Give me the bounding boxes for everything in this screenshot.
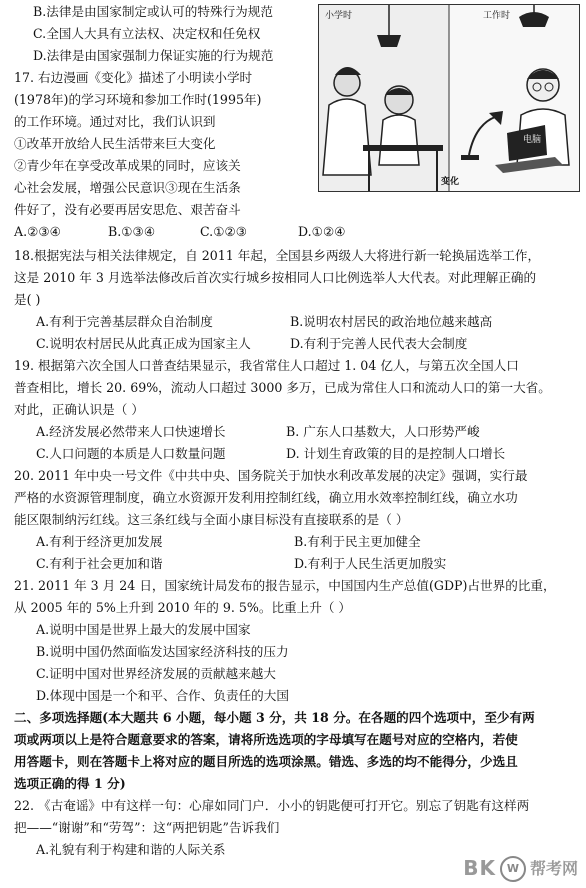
q20-option-b: B.有利于民主更加健全 bbox=[294, 534, 421, 549]
cartoon-change bbox=[318, 4, 580, 192]
cartoon-illustration bbox=[319, 5, 579, 191]
q20-stem-line1: 20. 2011 年中央一号文件《中共中央、国务院关于加快水利改革发展的决定》强调，实行最 bbox=[14, 468, 528, 483]
q17-stem-line6: 心社会发展，增强公民意识③现在生活条 bbox=[14, 180, 241, 195]
section2-header-line2: 项或两项以上是符合题意要求的答案，请将所选选项的字母填写在题号对应的空格内，若使 bbox=[14, 732, 518, 747]
q18-stem-line3: 是( ) bbox=[14, 292, 41, 307]
q18-stem-line2: 这是 2010 年 3 月选举法修改后首次实行城乡按相同人口比例选举人大代表。对此理解正确的 bbox=[14, 270, 537, 285]
q18-option-c: C.说明农村居民从此真正成为国家主人 bbox=[36, 336, 251, 351]
q17-option-d: D.①②④ bbox=[298, 224, 346, 239]
q17-stem-line4: ①改革开放给人民生活带来巨大变化 bbox=[14, 136, 216, 151]
cartoon-caption: 变化 bbox=[441, 177, 460, 187]
q17-option-c: C.①②③ bbox=[200, 224, 248, 239]
q17-option-b: B.①③④ bbox=[108, 224, 156, 239]
q19-option-d: D. 计划生育政策的目的是控制人口增长 bbox=[286, 446, 506, 461]
q20-option-c: C.有利于社会更加和谐 bbox=[36, 556, 163, 571]
q22-option-a: A.礼貌有利于构建和谐的人际关系 bbox=[36, 842, 226, 857]
q21-stem-line2: 从 2005 年的 5%上升到 2010 年的 9. 5%。比重上升（ ） bbox=[14, 600, 352, 615]
watermark bbox=[463, 856, 578, 882]
q17-stem-line1: 17. 右边漫画《变化》描述了小明读小学时 bbox=[14, 70, 253, 85]
q20-option-a: A.有利于经济更加发展 bbox=[36, 534, 163, 549]
cartoon-label-computer: 电脑 bbox=[523, 135, 542, 145]
q18-stem-line1: 18.根据宪法与相关法律规定，自 2011 年起，全国县乡两级人大将进行新一轮换届选举工作， bbox=[14, 248, 541, 263]
q17-stem-line2: (1978年)的学习环境和参加工作时(1995年) bbox=[14, 92, 262, 107]
cartoon-label-work: 工作时 bbox=[483, 11, 511, 21]
q18-option-d: D.有利于完善人民代表大会制度 bbox=[290, 336, 468, 351]
cartoon-label-school: 小学时 bbox=[325, 11, 353, 21]
q18-option-a: A.有利于完善基层群众自治制度 bbox=[36, 314, 213, 329]
q16-option-c: C.全国人大具有立法权、决定权和任免权 bbox=[33, 26, 261, 41]
q17-option-a: A.②③④ bbox=[14, 224, 61, 239]
q16-option-b: B.法律是由国家制定或认可的特殊行为规范 bbox=[33, 4, 273, 19]
q20-stem-line3: 能区限制纳污红线。这三条红线与全面小康目标没有直接联系的是（ ） bbox=[14, 512, 409, 527]
q19-stem-line1: 19. 根据第六次全国人口普查结果显示，我省常住人口超过 1. 04 亿人，与第五次全国人口 bbox=[14, 358, 519, 373]
q19-option-b: B. 广东人口基数大，人口形势严峻 bbox=[286, 424, 480, 439]
q19-stem-line2: 普查相比，增长 20. 69%，流动人口超过 3000 多万，已成为常住人口和流动人口的第一大省。 bbox=[14, 380, 551, 395]
q21-option-d: D.体现中国是一个和平、合作、负责任的大国 bbox=[36, 688, 289, 703]
q21-option-b: B.说明中国仍然面临发达国家经济科技的压力 bbox=[36, 644, 289, 659]
q17-stem-line7: 件好了，没有必要再居安思危、艰苦奋斗 bbox=[14, 202, 241, 217]
q22-stem-line2: 把——“谢谢”和“劳驾”：这“两把钥匙”告诉我们 bbox=[14, 820, 280, 835]
watermark-prefix: BK bbox=[463, 856, 496, 881]
q19-stem-line3: 对此，正确认识是（ ） bbox=[14, 402, 144, 417]
q19-option-c: C.人口问题的本质是人口数量问题 bbox=[36, 446, 226, 461]
q21-option-a: A.说明中国是世界上最大的发展中国家 bbox=[36, 622, 251, 637]
q21-stem-line1: 21. 2011 年 3 月 24 日，国家统计局发布的报告显示，中国国内生产总值(GDP)占世界的比重， bbox=[14, 578, 556, 593]
q22-stem-line1: 22. 《古奄谣》中有这样一句：心扉如同门户．小小的钥匙便可打开它。别忘了钥匙有这样两 bbox=[14, 798, 530, 813]
q17-stem-line3: 的工作环境。通过对比，我们认识到 bbox=[14, 114, 216, 129]
section2-header-line1: 二、多项选择题(本大题共 6 小题，每小题 3 分，共 18 分。在各题的四个选项中，至少有两 bbox=[14, 710, 535, 725]
watermark-logo-icon: W bbox=[500, 856, 526, 882]
q17-stem-line5: ②青少年在享受改革成果的同时，应该关 bbox=[14, 158, 241, 173]
q19-option-a: A.经济发展必然带来人口快速增长 bbox=[36, 424, 226, 439]
section2-header-line4: 选项正确的得 1 分) bbox=[14, 776, 126, 791]
section2-header-line3: 用答题卡，则在答题卡上将对应的题目所选的选项涂黑。错选、多选的均不能得分，少选且 bbox=[14, 754, 518, 769]
q20-stem-line2: 严格的水资源管理制度，确立水资源开发利用控制红线，确立用水效率控制红线，确立水功 bbox=[14, 490, 518, 505]
watermark-brand: 帮考网 bbox=[529, 859, 578, 879]
q16-option-d: D.法律是由国家强制力保证实施的行为规范 bbox=[33, 48, 274, 63]
q20-option-d: D.有利于人民生活更加殷实 bbox=[294, 556, 447, 571]
q21-option-c: C.证明中国对世界经济发展的贡献越来越大 bbox=[36, 666, 276, 681]
q18-option-b: B.说明农村居民的政治地位越来越高 bbox=[290, 314, 493, 329]
